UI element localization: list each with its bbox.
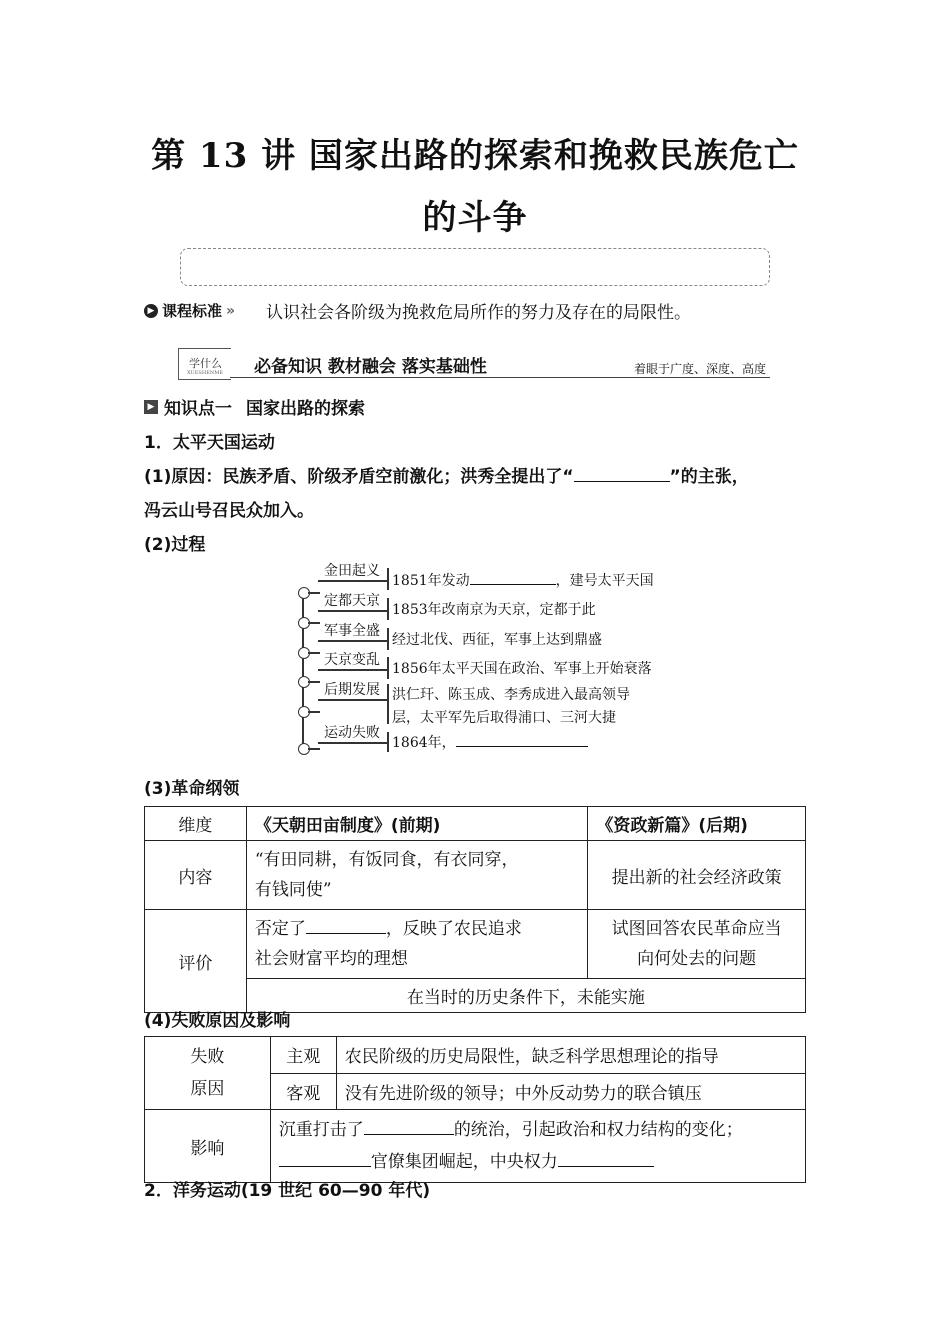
- cell-line: [255, 914, 579, 944]
- cause-prefix: (1)原因：民族矛盾、阶级矛盾空前激化；洪秀全提出了“: [144, 467, 574, 487]
- program-table: [144, 806, 806, 1013]
- timeline-label: 定都天京: [324, 593, 380, 609]
- answer-blank[interactable]: [279, 1150, 371, 1167]
- timeline-desc-line2: 层，太平军先后取得浦口、三河大捷: [392, 710, 616, 726]
- timeline-bracket: [387, 657, 389, 679]
- program-heading: (3)革命纲领: [144, 779, 240, 799]
- timeline-diagram: [290, 556, 670, 756]
- cell-line: 原因: [190, 1079, 225, 1099]
- row-label: [145, 1037, 271, 1110]
- cell-line: [279, 1146, 797, 1178]
- cell-text: 的统治，引起政治和权力结构的变化；: [453, 1120, 743, 1140]
- cell-line: “有田同耕，有饭同食，有衣同穿，: [254, 850, 519, 870]
- timeline-desc-after: ，建号太平天国: [555, 573, 654, 589]
- timeline-connector: [308, 748, 320, 750]
- standard-text: 认识社会各阶级为挽救危局所作的努力及存在的局限性。: [266, 303, 691, 323]
- timeline-connector: [308, 652, 320, 654]
- timeline-label: 天京变乱: [324, 652, 380, 668]
- table-row: [145, 841, 806, 910]
- cause-line2: 冯云山号召民众加入。: [144, 501, 314, 521]
- cell-line: 失败: [190, 1047, 225, 1067]
- timeline-label: 金田起义: [324, 563, 380, 579]
- answer-blank[interactable]: [364, 1118, 454, 1135]
- logo-subtext: XUESHENME: [187, 370, 224, 376]
- play-icon: ▶: [144, 304, 158, 318]
- answer-blank[interactable]: [470, 571, 556, 585]
- timeline-bracket: [387, 732, 389, 752]
- timeline-underline: [318, 699, 388, 701]
- timeline-connector: [308, 592, 320, 594]
- timeline-underline: [318, 742, 388, 744]
- triangle-icon: ▶: [144, 400, 158, 414]
- timeline-bracket: [387, 568, 389, 590]
- section2-heading: 2．洋务运动(19 世纪 60—90 年代): [144, 1181, 431, 1201]
- dashed-notes-box: [180, 248, 770, 286]
- table-row: [145, 1110, 806, 1183]
- table-cell: 提出新的社会经济政策: [588, 841, 806, 910]
- row-label: 影响: [145, 1110, 271, 1183]
- timeline-label: 运动失败: [324, 725, 380, 741]
- logo-text: 学什么: [189, 357, 222, 370]
- timeline-desc: 洪仁玕、陈玉成、李秀成进入最高领导: [392, 687, 630, 703]
- cell-line: 有钱同使”: [254, 880, 332, 900]
- banner-logo: [178, 348, 231, 380]
- timeline-connector: [308, 681, 320, 683]
- answer-blank[interactable]: [558, 1150, 654, 1167]
- cause-line: [144, 462, 749, 487]
- table-cell: [588, 910, 806, 979]
- timeline-underline: [318, 580, 388, 582]
- table-header-cell: 《资政新篇》(后期): [588, 807, 806, 841]
- timeline-underline: [318, 669, 388, 671]
- timeline-desc: 经过北伐、西征，军事上达到鼎盛: [392, 632, 602, 648]
- timeline-underline: [318, 640, 388, 642]
- timeline-desc: [392, 570, 654, 590]
- standard-badge-label: 课程标准: [162, 302, 223, 320]
- knowledge-point-label: 知识点一: [164, 399, 232, 419]
- table-header-row: [145, 807, 806, 841]
- answer-blank[interactable]: [456, 733, 588, 747]
- standard-badge: [144, 300, 235, 321]
- page-title: 第 13 讲 国家出路的探索和挽救民族危亡: [151, 136, 799, 176]
- timeline-connector: [308, 622, 320, 624]
- cell-line: 试图回答农民革命应当: [611, 919, 782, 939]
- cell-line: 社会财富平均的理想: [254, 949, 408, 969]
- table-cell: 在当时的历史条件下，未能实施: [246, 979, 805, 1013]
- sub-label: 主观: [270, 1037, 336, 1074]
- timeline-connector: [308, 711, 320, 713]
- failure-heading: (4)失败原因及影响: [144, 1011, 291, 1031]
- section-banner: [178, 348, 770, 380]
- failure-table: [144, 1036, 806, 1183]
- page-title-line2: 的斗争: [422, 198, 528, 238]
- table-header-cell: 维度: [145, 807, 247, 841]
- table-cell: 农民阶级的历史局限性，缺乏科学思想理论的指导: [336, 1037, 805, 1074]
- banner-right-text: 着眼于广度、深度、高度: [633, 362, 766, 376]
- timeline-spine: [302, 592, 304, 746]
- cause-suffix: ”的主张，: [669, 467, 749, 487]
- knowledge-point-title: 国家出路的探索: [246, 399, 365, 419]
- timeline-bracket: [387, 598, 389, 620]
- timeline-desc-before: 1851年发动: [392, 573, 470, 589]
- cell-line: [279, 1114, 797, 1146]
- process-heading: (2)过程: [144, 535, 206, 555]
- table-header-cell: 《天朝田亩制度》(前期): [246, 807, 587, 841]
- timeline-bracket: [387, 628, 389, 650]
- timeline-desc: 1856年太平天国在政治、军事上开始衰落: [392, 661, 652, 677]
- cell-text: 否定了: [254, 919, 306, 939]
- row-label: 内容: [145, 841, 247, 910]
- table-row: [145, 1037, 806, 1074]
- timeline-label: 后期发展: [324, 682, 380, 698]
- table-cell: [270, 1110, 805, 1183]
- cell-text: ，反映了农民追求: [385, 919, 522, 939]
- table-cell: 没有先进阶级的领导；中外反动势力的联合镇压: [336, 1073, 805, 1110]
- timeline-underline: [318, 610, 388, 612]
- timeline-bracket: [387, 684, 389, 724]
- timeline-label: 军事全盛: [324, 623, 380, 639]
- answer-blank[interactable]: [306, 917, 386, 934]
- banner-heading: 必备知识 教材融会 落实基础性: [254, 357, 487, 377]
- row-label: 评价: [145, 910, 247, 1013]
- cell-line: 向何处去的问题: [637, 949, 757, 969]
- timeline-desc: [392, 732, 588, 752]
- timeline-desc: 1853年改南京为天京，定都于此: [392, 602, 596, 618]
- timeline-desc-before: 1864年，: [392, 735, 456, 751]
- table-row: [145, 910, 806, 979]
- double-chevron-icon: »: [226, 302, 236, 319]
- cell-text: 官僚集团崛起，中央权力: [370, 1152, 558, 1172]
- sub-label: 客观: [270, 1073, 336, 1110]
- answer-blank[interactable]: [574, 465, 670, 482]
- section1-heading: 1．太平天国运动: [144, 433, 275, 453]
- knowledge-point-heading: [144, 394, 365, 419]
- cell-text: 沉重打击了: [278, 1120, 364, 1140]
- table-cell: [246, 841, 587, 910]
- table-cell: [246, 910, 587, 979]
